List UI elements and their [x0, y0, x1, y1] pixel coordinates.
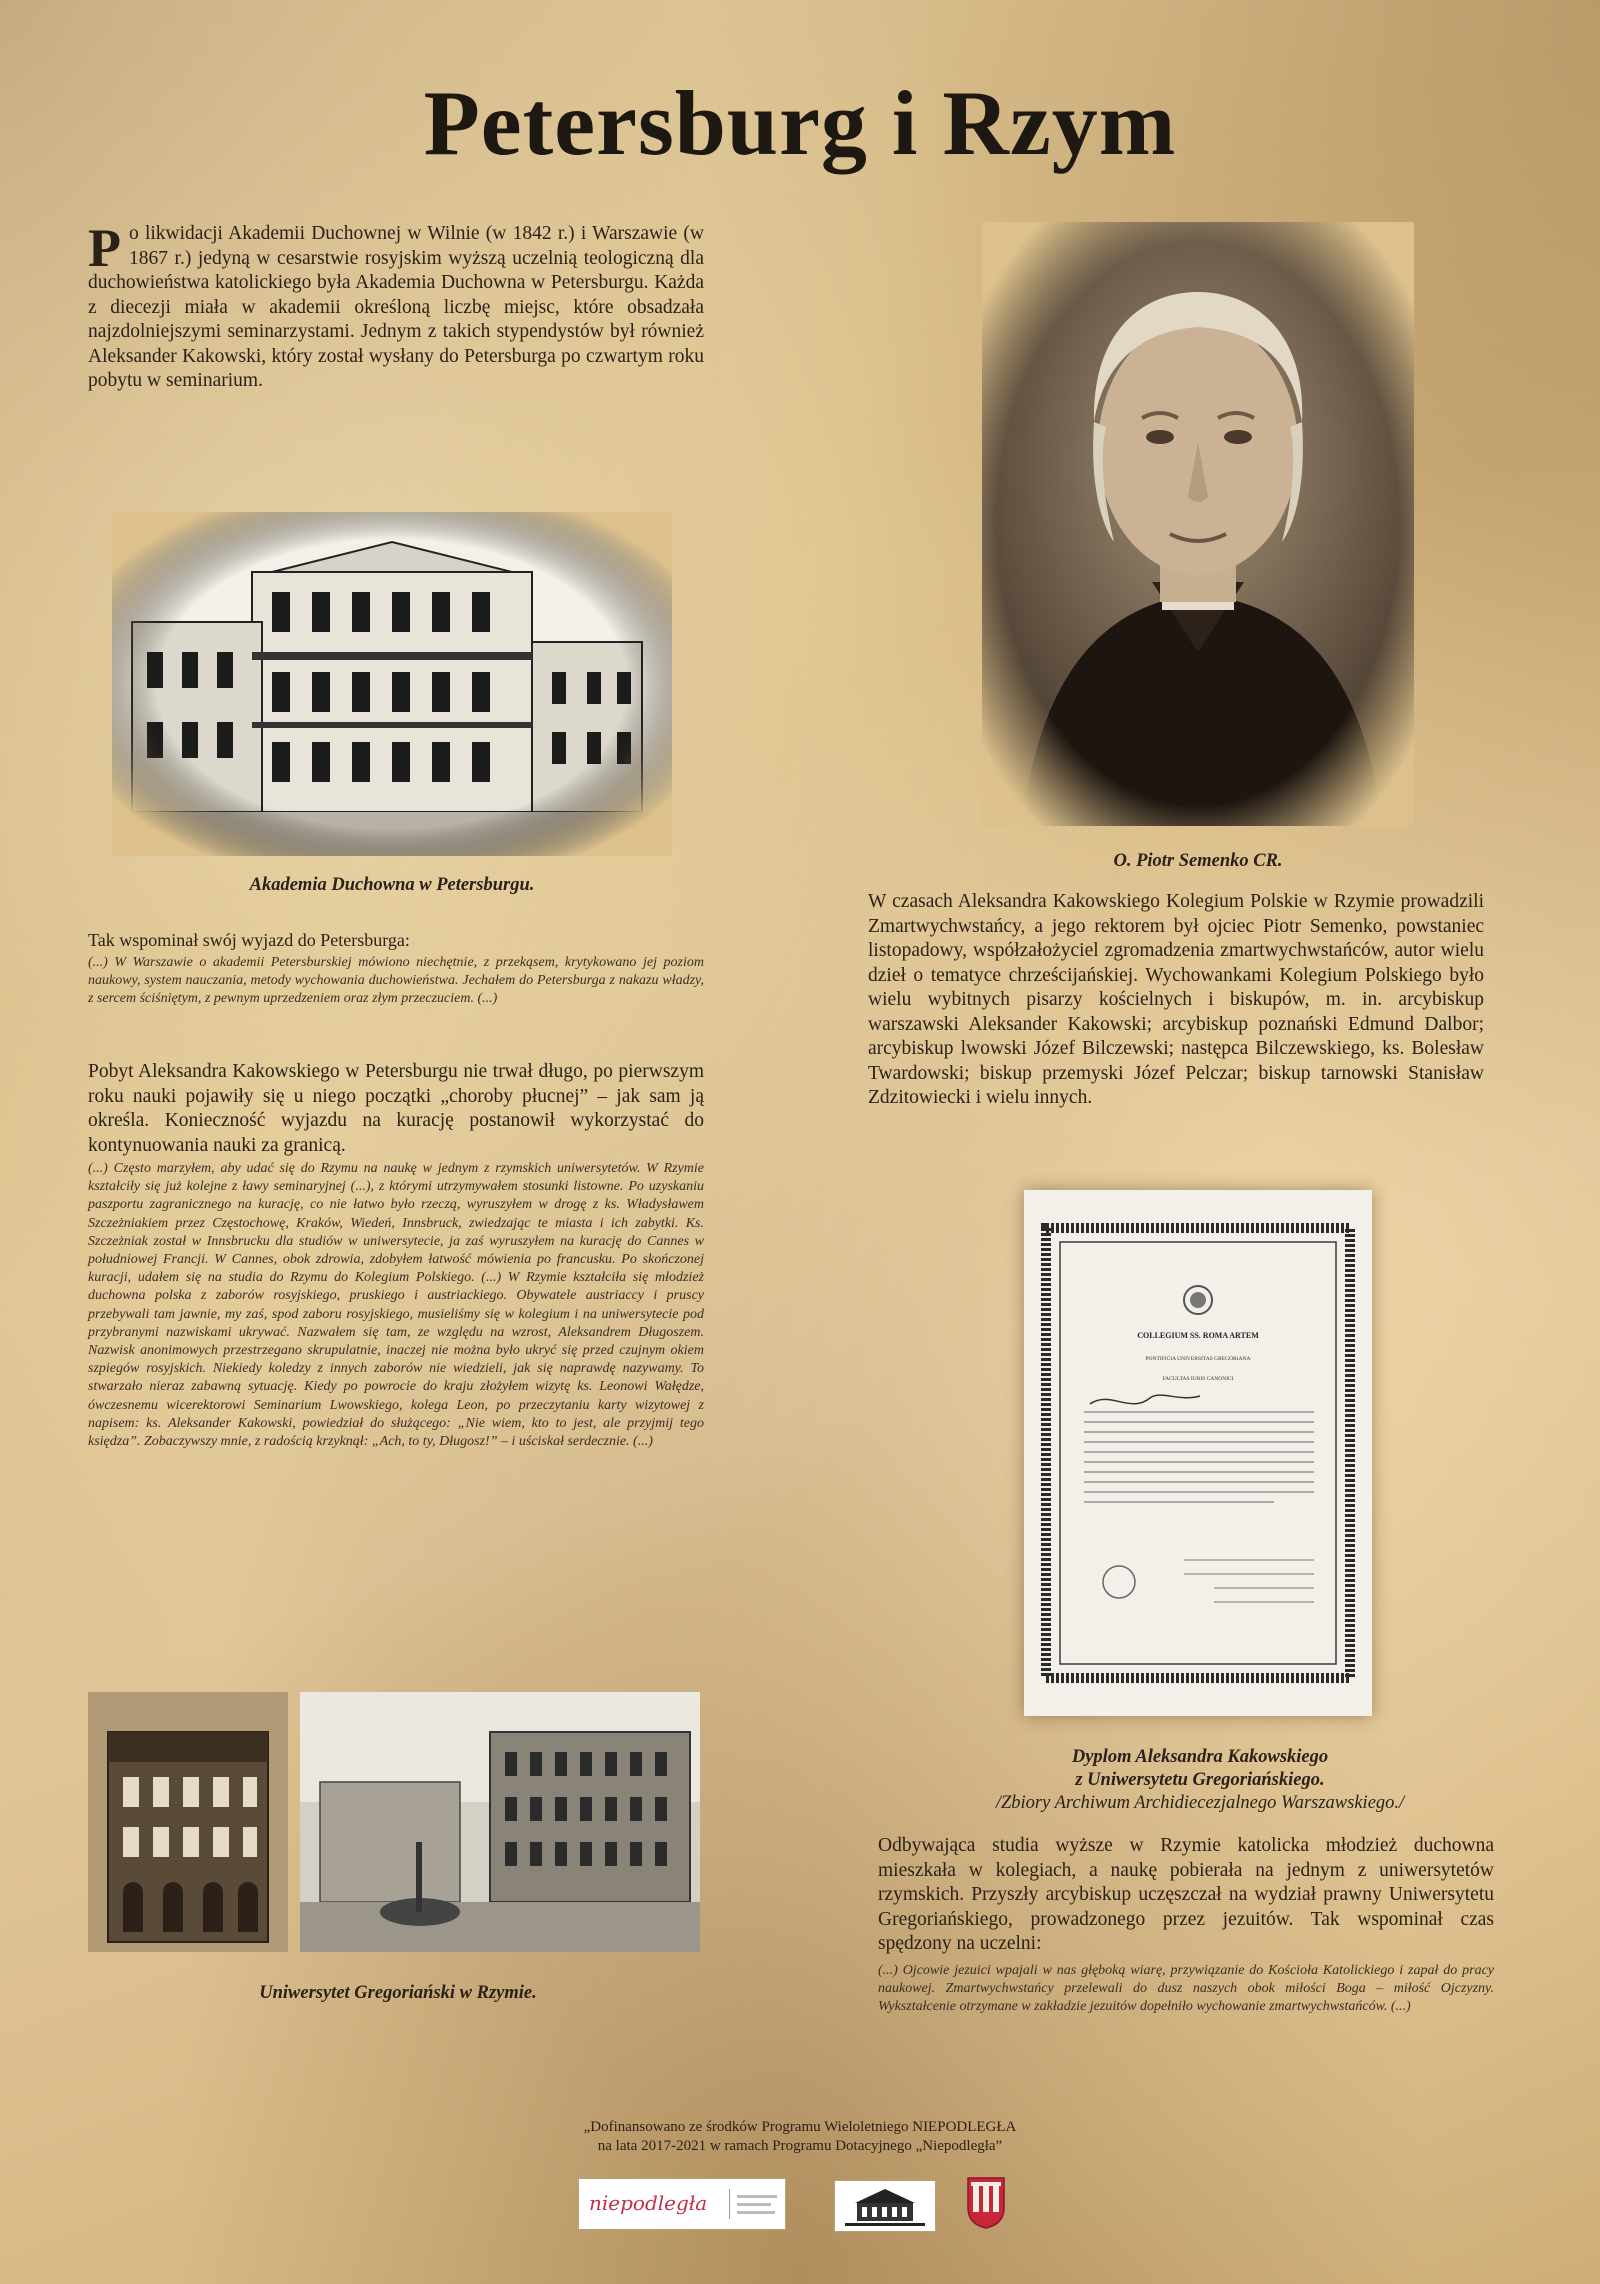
college-paragraph: W czasach Aleksandra Kakowskiego Kolegium Polskie w Rzymie prowadzili Zmartwychwstańcy, a jego rektorem był ojciec Piotr Semenko, powstaniec listopadowy, współzałożyciel zgromadzenia zmartwychwstańców, autor wielu dzieł o tematyce chrześcijańskiej. Wychowankami Kolegium Polskiego było wielu wybitnych pisarzy kościelnych i biskupów, m. in. arcybiskup warszawski Aleksander Kakowski; arcybiskup poznański Edmund Dalbor; arcybiskup lwowski Józef Bilczewski; następca Bilczewskiego, ks. Bolesław Twardowski; biskup przemyski Józef Pelczar; biskup tarnowski Stanisław Zdzitowiecki i wielu innych.: [868, 891, 1484, 1108]
diploma-caption-line-1: Dyplom Aleksandra Kakowskiego: [1071, 1747, 1329, 1767]
drop-cap: P: [88, 218, 121, 278]
gregorian-facade-photo: [88, 1692, 288, 1952]
page-title: Petersburg i Rzym: [423, 72, 1177, 174]
funding-line-2: na lata 2017-2021 w ramach Programu Dotacyjnego „Niepodległa”: [597, 2138, 1003, 2154]
stay-paragraph: Pobyt Aleksandra Kakowskiego w Petersburgu nie trwał długo, po pierwszym roku nauki pojawiły się u niego początki „choroby płucnej” – jak sam ją określa. Konieczność wyjazdu na kurację postanowił wykorzystać do kontynuowania nauki za granicą.: [88, 1061, 704, 1156]
niepodlegla-logo: [578, 2178, 786, 2230]
academy-building-photo: [112, 512, 672, 856]
funding-line-1: „Dofinansowano ze środków Programu Wieloletniego NIEPODLEGŁA: [583, 2119, 1017, 2135]
semenko-portrait: [982, 222, 1414, 826]
intro-paragraph: [88, 218, 704, 394]
semenko-caption: O. Piotr Semenko CR.: [1113, 851, 1283, 871]
coat-of-arms-emblem: [966, 2174, 1006, 2230]
funding-note: [440, 2118, 1160, 2156]
diploma-line-1: PONTIFICIA UNIVERSITAS GREGORIANA: [1145, 1356, 1251, 1362]
gregorian-caption: Uniwersytet Gregoriański w Rzymie.: [259, 1983, 537, 2003]
diploma-heading: COLLEGIUM SS. ROMA ARTEM: [1137, 1331, 1259, 1340]
diploma-line-2: FACULTAS IURIS CANONICI: [1162, 1376, 1234, 1382]
departure-quote: (...) W Warszawie o akademii Petersburskiej mówiono niechętnie, z przekąsem, krytykowano jej poziom naukowy, system nauczania, metody wychowania duchowieństwa. Jechałem do Petersburga z nakazu władzy, z sercem ściśniętym, z pewnym uprzedzeniem oraz złym przeczuciem. (...): [88, 955, 704, 1007]
diploma-caption-line-3: /Zbiory Archiwum Archidiecezjalnego Warszawskiego./: [995, 1793, 1405, 1813]
studies-quote: (...) Ojcowie jezuici wpajali w nas głęboką wiarę, przywiązanie do Kościoła Katolickiego i zapał do pracy naukowej. Zmartwychwstańcy przelewali do dusz naszych obok miłości Boga – miłość Ojczyzny. Wykształcenie otrzymane w zakładzie jezuitów dopełniło wychowanie zmartwychwstańców. (...): [878, 1963, 1494, 2015]
academy-caption: Akademia Duchowna w Petersburgu.: [249, 875, 535, 895]
intro-text: o likwidacji Akademii Duchownej w Wilnie (w 1842 r.) i Warszawie (w 1867 r.) jedyną w cesarstwie rosyjskim wyższą uczelnią teologiczną dla duchowieństwa katolickiego była Akademia Duchowna w Petersburgu. Każda z diecezji miała w akademii określoną liczbę miejsc, które obsadzała najzdolniejszymi seminarzystami. Jednym z takich stypendystów był również Aleksander Kakowski, który został wysłany do Petersburga po czwartym roku pobytu w seminarium.: [88, 223, 704, 391]
departure-intro: Tak wspominał swój wyjazd do Petersburga:: [88, 930, 410, 950]
archive-building-logo: [834, 2180, 936, 2232]
studies-paragraph: Odbywająca studia wyższe w Rzymie katolicka młodzież duchowna mieszkała w kolegiach, a naukę pobierała na jednym z uniwersytetów rzymskich. Przyszły arcybiskup uczęszczał na wydział prawny Uniwersytetu Gregoriańskiego, prowadzonego przez jezuitów. Tak wspominał czas spędzony na uczelni:: [878, 1835, 1494, 1954]
niepodlegla-logo-text: niepodległa: [589, 2191, 708, 2215]
diploma-image: [1024, 1190, 1372, 1716]
diploma-caption-line-2: z Uniwersytetu Gregoriańskiego.: [1075, 1770, 1325, 1790]
diploma-caption: [930, 1746, 1470, 1815]
gregorian-street-photo: [300, 1692, 700, 1952]
stay-quote: (...) Często marzyłem, aby udać się do Rzymu na naukę w jednym z rzymskich uniwersytetów. W Rzymie kształciły się już kolejne z ławy seminaryjnej (...), z którymi utrzymywałem stosunki listowne. Po uzyskaniu paszportu zagranicznego na kurację, co nie łatwo było rzeczą, wyruszyłem w drogę z ks. Władysławem Szczeżniakiem przez Częstochowę, Kraków, Wiedeń, Innsbruck, zwiedzając te miasta i ich zabytki. Ks. Szczeżniak został w Innsbrucku dla studiów w uniwersytecie, ja zaś wyruszyłem na kurację do Cannes w południowej Francji. W Cannes, obok zdrowia, zdobyłem łatwość mówienia po francusku. Po skończonej kuracji, udałem się na studia do Rzymu do Kolegium Polskiego. (...) W Rzymie kształciła się młodzież duchowna polska z zaborów rosyjskiego, pruskiego i austriackiego. Obywatele austriaccy i pruscy przebywali tam jawnie, my zaś, spod zaboru rosyjskiego, musieliśmy się w kolegium i na uniwersytecie pod przybranymi nazwiskami ukrywać. Nazwałem się tam, ze względu na wzrost, Aleksandrem Długoszem. Nazwisk anonimowych przestrzegano skrupulatnie, inaczej nie można było ukryć się przed czujnym okiem szpiegów rosyjskich. Niekiedy koledzy z innych zaborów nie wiedzieli, jak się naprawdę nazywamy. To stwarzało nieraz zabawną sytuację. Kiedy po powrocie do kraju złożyłem wizytę ks. Leonowi Wałędze, ówczesnemu wicerektorowi Seminarium Lwowskiego, kolega Leon, po przeczytaniu karty wizytowej z napisem: ks. Aleksander Kakowski, powiedział do służącego: „Nie wiem, kto to jest, ale przyjmij tego księdza”. Zobaczywszy mnie, z radością krzyknął: „Ach, to ty, Długosz!” – i uściskał serdecznie. (...): [88, 1161, 704, 1450]
